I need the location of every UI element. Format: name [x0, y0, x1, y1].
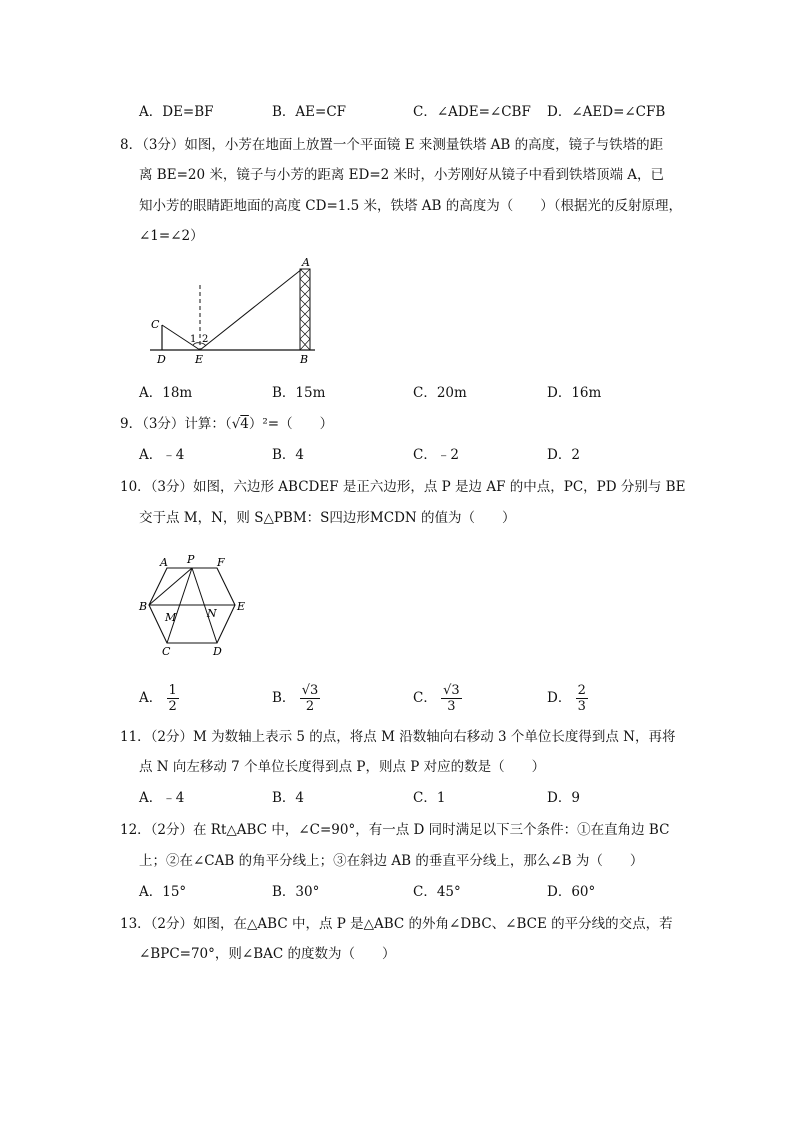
q10-stem-line2: 交于点 M，N，则 S△PBM：S四边形MCDN 的值为（ ）	[139, 510, 516, 526]
q10-label-a: A	[160, 556, 168, 569]
q12-option-b: B．30°	[272, 884, 320, 900]
q10-label-m: M	[165, 611, 177, 624]
q12-stem-line2: 上；②在∠CAB 的角平分线上；③在斜边 AB 的垂直平分线上，那么∠B 为（ ）	[139, 853, 644, 869]
q8-option-c: C．20m	[413, 385, 467, 401]
q8-option-a: A．18m	[139, 385, 193, 401]
q10-label-n: N	[207, 607, 217, 620]
q8-label-d: D	[157, 353, 166, 366]
q10-hexagon-figure	[137, 553, 252, 658]
q10-option-b-fraction: $\frac{√3}{2}$	[301, 683, 319, 714]
q8-stem-line3: 知小芳的眼睛距地面的高度 CD=1.5 米，铁塔 AB 的高度为（ ）（根据光的反射原理，	[139, 198, 683, 214]
q12-option-d: D．60°	[547, 884, 596, 900]
q11-stem-line2: 点 N 向左移动 7 个单位长度得到点 P，则点 P 对应的数是（ ）	[139, 759, 546, 775]
q10-label-d: D	[213, 645, 222, 658]
q11-option-c: C．1	[413, 790, 446, 806]
q10-option-a: A． $\frac{1}{2}$	[139, 683, 177, 714]
q9-prefix: 9．（3分）计算：（	[120, 416, 232, 432]
q11-stem-line1: 11．（2分）M 为数轴上表示 5 的点，将点 M 沿数轴向右移动 3 个单位长度得到点 N，再将	[120, 729, 676, 745]
q10-option-a-fraction: $\frac{1}{2}$	[168, 683, 177, 714]
q8-label-a: A	[302, 256, 310, 269]
q7-option-c: C．∠ADE=∠CBF	[413, 104, 531, 120]
q11-option-b: B．4	[272, 790, 305, 806]
q8-option-b: B．15m	[272, 385, 326, 401]
q7-option-a: A．DE=BF	[139, 104, 214, 120]
q7-option-b: B．AE=CF	[272, 104, 347, 120]
q9-option-b: B．4	[272, 447, 305, 463]
q9-option-c: C．﹣2	[413, 447, 459, 463]
q7-option-d: D．∠AED=∠CFB	[547, 104, 666, 120]
q9-sqrt-sign: √	[231, 416, 241, 432]
q8-figure	[140, 255, 330, 370]
q10-option-b: B． $\frac{√3}{2}$	[272, 683, 319, 714]
q12-option-c: C．45°	[413, 884, 461, 900]
q10-label-p: P	[187, 553, 195, 566]
q9-option-a: A．﹣4	[139, 447, 185, 463]
q10-label-b: B	[139, 600, 148, 613]
q10-option-c-fraction: $\frac{√3}{3}$	[443, 683, 460, 714]
q10-stem-line1: 10．（3分）如图，六边形 ABCDEF 是正六边形，点 P 是边 AF 的中点，PC，PD 分别与 BE	[120, 479, 686, 495]
q8-label-c: C	[151, 318, 160, 331]
q8-label-b: B	[300, 353, 309, 366]
q8-angle-1: 1	[190, 334, 197, 345]
q13-stem-line1: 13．（2分）如图，在△ABC 中，点 P 是△ABC 的外角∠DBC、∠BCE 的平分线的交点，若	[120, 916, 673, 932]
q12-stem-line1: 12．（2分）在 Rt△ABC 中，∠C=90°，有一点 D 同时满足以下三个条件：①在直角边 BC	[120, 822, 670, 838]
q10-option-c: C． $\frac{√3}{3}$	[413, 683, 460, 714]
q9-suffix: ）²=（ ）	[248, 416, 334, 432]
q8-stem-line1: 8．（3分）如图，小芳在地面上放置一个平面镜 E 来测量铁塔 AB 的高度，镜子与铁塔的距	[120, 137, 664, 153]
q8-option-d: D．16m	[547, 385, 602, 401]
q9-radicand: 4	[240, 416, 249, 432]
q12-option-a: A．15°	[139, 884, 187, 900]
q10-label-f: F	[217, 556, 225, 569]
q9-option-d: D．2	[547, 447, 580, 463]
q8-stem-line2: 离 BE=20 米，镜子与小芳的距离 ED=2 米时，小芳刚好从镜子中看到铁塔顶端 A，已	[139, 167, 665, 183]
q8-label-e: E	[195, 353, 204, 366]
q10-option-d-fraction: $\frac{2}{3}$	[577, 683, 586, 714]
q11-option-a: A．﹣4	[139, 790, 185, 806]
q8-stem-line4: ∠1=∠2）	[139, 228, 204, 244]
q8-angle-2: 2	[202, 334, 209, 345]
q10-label-c: C	[162, 645, 171, 658]
q9-stem	[120, 414, 333, 434]
q11-option-d: D．9	[547, 790, 580, 806]
q13-stem-line2: ∠BPC=70°，则∠BAC 的度数为（ ）	[139, 946, 396, 962]
q10-option-d: D． $\frac{2}{3}$	[547, 683, 586, 714]
q10-label-e: E	[237, 600, 246, 613]
